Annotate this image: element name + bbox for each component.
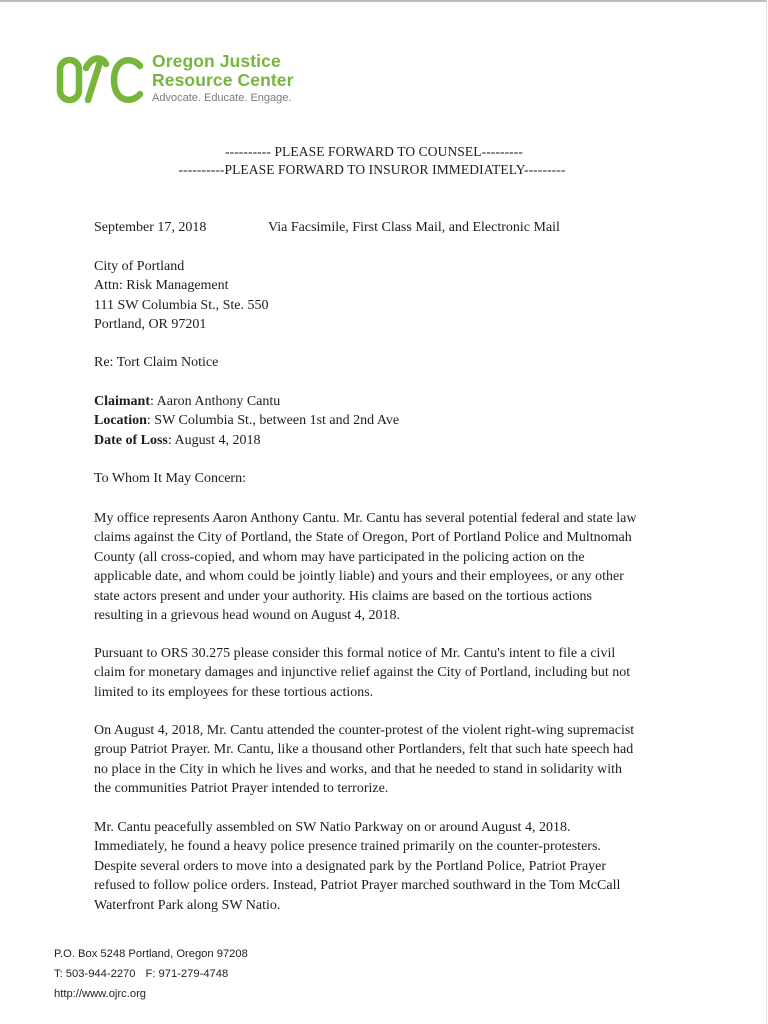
paragraph-line: resulting in a grievous head wound on August 4, 2018. (94, 608, 401, 624)
paragraph-line: claim for monetary damages and injunctive relief against the City of Portland, including but not (94, 665, 631, 681)
footer-phone: T: 503-944-2270 (54, 968, 136, 980)
location-line (94, 411, 694, 430)
footer-website-link[interactable]: http://www.ojrc.org (54, 988, 147, 1000)
location-label: Location (94, 413, 147, 429)
letter-footer (54, 944, 248, 1004)
paragraph-representation (94, 509, 714, 625)
paragraph-line: no place in the City in which he lives and works, and that he needed to stand in solidarity with (94, 761, 623, 777)
forward-to-insuror-notice: ----------PLEASE FORWARD TO INSUROR IMMEDIATELY--------- (178, 162, 566, 177)
recipient-name: City of Portland (94, 259, 185, 274)
footer-phones (54, 964, 248, 984)
claim-details (94, 392, 694, 450)
date-of-loss-value: : August 4, 2018 (167, 432, 261, 448)
paragraph-assembly (94, 818, 714, 915)
org-tagline: Advocate. Educate. Engage. (152, 92, 292, 104)
delivery-method: Via Facsimile, First Class Mail, and Electronic Mail (268, 220, 560, 235)
salutation: To Whom It May Concern: (94, 471, 246, 486)
paragraph-line: My office represents Aaron Anthony Cantu. Mr. Cantu has several potential federal and state law (94, 511, 637, 526)
paragraph-line: refused to follow police orders. Instead, Patriot Prayer marched southward in the Tom McCall (94, 878, 621, 894)
claimant-label: Claimant (94, 394, 150, 409)
paragraph-line: applicable date, and whom could be jointly liable) and yours and their employees, or any other (94, 569, 624, 585)
paragraph-line: group Patriot Prayer. Mr. Cantu, like a thousand other Portlanders, felt that such hate speech had (94, 742, 634, 758)
footer-fax: F: 971-279-4748 (145, 968, 229, 980)
paragraph-line: state actors present and under your authority. His claims are based on the tortious actions (94, 588, 592, 604)
recipient-attn: Attn: Risk Management (94, 278, 229, 294)
paragraph-line: Waterfront Park along SW Natio. (94, 897, 281, 913)
paragraph-notice (94, 644, 714, 702)
paragraph-line: County (all cross-copied, and whom may have participated in the policing action on the (94, 549, 585, 565)
paragraph-line: Mr. Cantu peacefully assembled on SW Natio Parkway on or around August 4, 2018. (94, 820, 571, 835)
paragraph-line: Pursuant to ORS 30.275 please consider this formal notice of Mr. Cantu's intent to file a civil (94, 646, 616, 661)
paragraph-line: Despite several orders to move into a designated park by the Portland Police, Patriot Prayer (94, 858, 607, 874)
letterhead (56, 52, 306, 116)
letter-date: September 17, 2018 (94, 220, 207, 235)
org-name-line2: Resource Center (152, 70, 294, 90)
recipient-address (94, 257, 694, 335)
paragraph-line: limited to its employees for these tortious actions. (94, 684, 374, 700)
paragraph-line: the communities Patriot Prayer intended to terrorize. (94, 781, 389, 797)
claimant-line (94, 392, 694, 411)
re-line: Re: Tort Claim Notice (94, 355, 219, 370)
date-of-loss-line (94, 431, 694, 450)
ojrc-logo-icon (56, 54, 148, 108)
paragraph-line: Immediately, he found a heavy police presence trained primarily on the counter-protesters. (94, 839, 601, 855)
paragraph-line: On August 4, 2018, Mr. Cantu attended the counter-protest of the violent right-wing supremacist (94, 723, 635, 738)
org-name-line1: Oregon Justice (152, 51, 281, 71)
paragraph-counter-protest (94, 721, 714, 799)
date-of-loss-label: Date of Loss (94, 432, 168, 448)
recipient-city: Portland, OR 97201 (94, 317, 207, 333)
forward-to-counsel-notice: ---------- PLEASE FORWARD TO COUNSEL--------- (225, 144, 523, 159)
footer-address: P.O. Box 5248 Portland, Oregon 97208 (54, 948, 248, 960)
letterhead-text (152, 52, 294, 105)
location-value: : SW Columbia St., between 1st and 2nd Ave (146, 413, 400, 429)
paragraph-line: claims against the City of Portland, the State of Oregon, Port of Portland Police and Multnomah (94, 530, 632, 546)
claimant-value: : Aaron Anthony Cantu (150, 394, 281, 409)
recipient-street: 111 SW Columbia St., Ste. 550 (94, 297, 269, 313)
